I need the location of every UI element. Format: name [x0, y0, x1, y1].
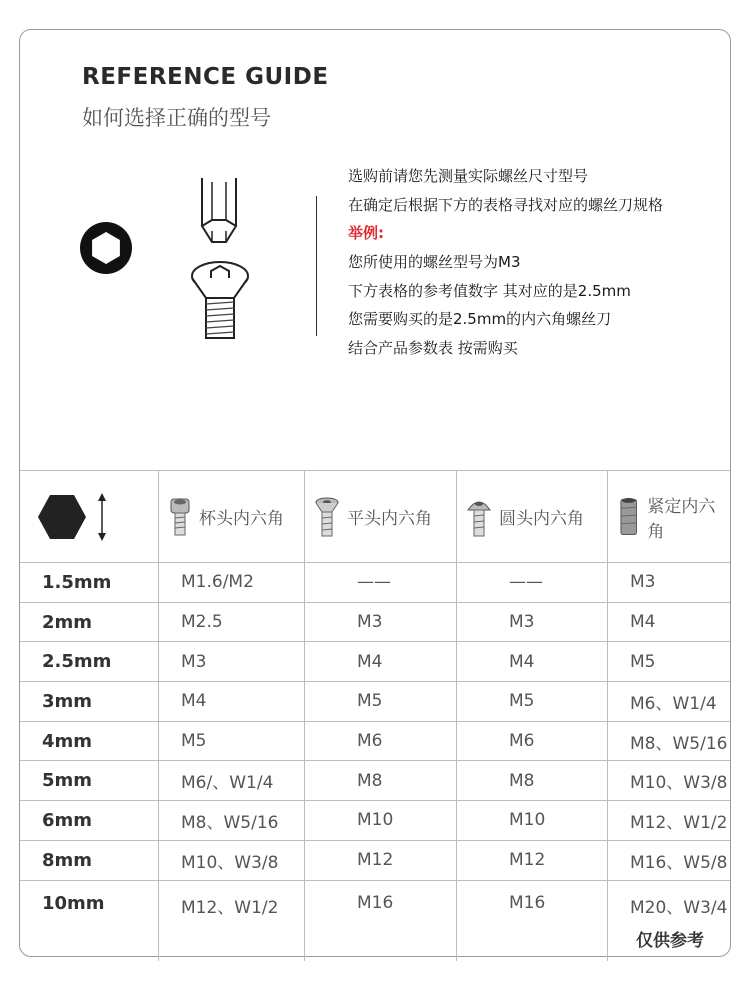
table-cell: M5	[457, 682, 608, 722]
vertical-divider	[316, 196, 317, 336]
table-row	[20, 602, 730, 642]
table-cell: M10、W3/8	[159, 840, 305, 880]
page-title: REFERENCE GUIDE	[82, 64, 329, 90]
hex-size-icon	[36, 490, 116, 544]
size-cell: 4mm	[20, 721, 159, 761]
instruction-line: 下方表格的参考值数字 其对应的是2.5mm	[348, 281, 631, 300]
table-row	[20, 801, 730, 841]
table-cell: M1.6/M2	[159, 563, 305, 603]
cup-head-screw-icon	[169, 497, 191, 537]
table-cell: M2.5	[159, 602, 305, 642]
header-cell-cup-head	[159, 471, 305, 563]
table-cell: M20、W3/4	[608, 880, 731, 961]
table-cell: M4	[457, 642, 608, 682]
table-cell: M4	[608, 602, 731, 642]
table-row	[20, 880, 730, 961]
column-label: 杯头内六角	[199, 509, 284, 529]
table-cell: M5	[159, 721, 305, 761]
instruction-line: 选购前请您先测量实际螺丝尺寸型号	[348, 167, 589, 185]
instruction-line: 您需要购买的是2.5mm的内六角螺丝刀	[348, 310, 612, 329]
table-cell: M6、W1/4	[608, 682, 731, 722]
countersunk-screw-icon	[188, 258, 252, 342]
size-cell: 6mm	[20, 801, 159, 841]
table-cell: M3	[159, 642, 305, 682]
table-cell: M12	[457, 840, 608, 880]
table-cell: M8、W5/16	[159, 801, 305, 841]
table-cell: M10	[457, 801, 608, 841]
table-cell: M10	[305, 801, 457, 841]
size-cell: 5mm	[20, 761, 159, 801]
table-cell: M8、W5/16	[608, 721, 731, 761]
table-cell: M12、W1/2	[608, 801, 731, 841]
table-cell: M12、W1/2	[159, 880, 305, 961]
button-head-screw-icon	[467, 496, 491, 538]
column-label: 圆头内六角	[499, 509, 584, 529]
table-cell: M4	[159, 682, 305, 722]
table-cell: M16、W5/8	[608, 840, 731, 880]
table-cell: M6	[457, 721, 608, 761]
example-label: 举例:	[348, 224, 384, 243]
column-label: 平头内六角	[347, 509, 432, 529]
table-header-row	[20, 471, 730, 563]
table-cell: M10、W3/8	[608, 761, 731, 801]
size-cell: 1.5mm	[20, 563, 159, 603]
table-row	[20, 761, 730, 801]
table-cell: M12	[305, 840, 457, 880]
table-cell: M8	[305, 761, 457, 801]
size-cell: 3mm	[20, 682, 159, 722]
flat-head-screw-icon	[315, 496, 339, 538]
table-row	[20, 721, 730, 761]
size-cell: 10mm	[20, 880, 159, 961]
table-cell: ——	[457, 563, 608, 603]
table-cell: M3	[608, 563, 731, 603]
header-cell-set-screw	[608, 471, 731, 563]
table-cell: M16	[457, 880, 608, 961]
header-cell-flat-head	[305, 471, 457, 563]
table-cell: M5	[305, 682, 457, 722]
instructions	[348, 162, 663, 363]
table-cell: M3	[457, 602, 608, 642]
table-cell: M5	[608, 642, 731, 682]
table-row	[20, 563, 730, 603]
header-cell-button-head	[457, 471, 608, 563]
table-cell: M8	[457, 761, 608, 801]
table-row	[20, 682, 730, 722]
page-subtitle: 如何选择正确的型号	[82, 106, 271, 130]
table-row	[20, 642, 730, 682]
size-cell: 2.5mm	[20, 642, 159, 682]
size-reference-table	[20, 470, 730, 961]
instruction-line: 在确定后根据下方的表格寻找对应的螺丝刀规格	[348, 195, 664, 214]
column-label: 紧定内六角	[647, 496, 716, 542]
table-cell: M3	[305, 602, 457, 642]
hex-socket-icon	[78, 220, 134, 276]
table-cell: M4	[305, 642, 457, 682]
size-cell: 2mm	[20, 602, 159, 642]
set-screw-icon	[618, 496, 639, 538]
table-cell: ——	[305, 563, 457, 603]
table-cell: M6	[305, 721, 457, 761]
header-cell-size	[20, 471, 159, 563]
hex-key-icon	[190, 176, 250, 246]
instruction-line: 您所使用的螺丝型号为M3	[348, 253, 521, 272]
table-cell: M16	[305, 880, 457, 961]
reference-only-note: 仅供参考	[636, 931, 704, 951]
table-cell: M6/、W1/4	[159, 761, 305, 801]
instruction-line: 结合产品参数表 按需购买	[348, 339, 518, 358]
size-cell: 8mm	[20, 840, 159, 880]
table-row	[20, 840, 730, 880]
